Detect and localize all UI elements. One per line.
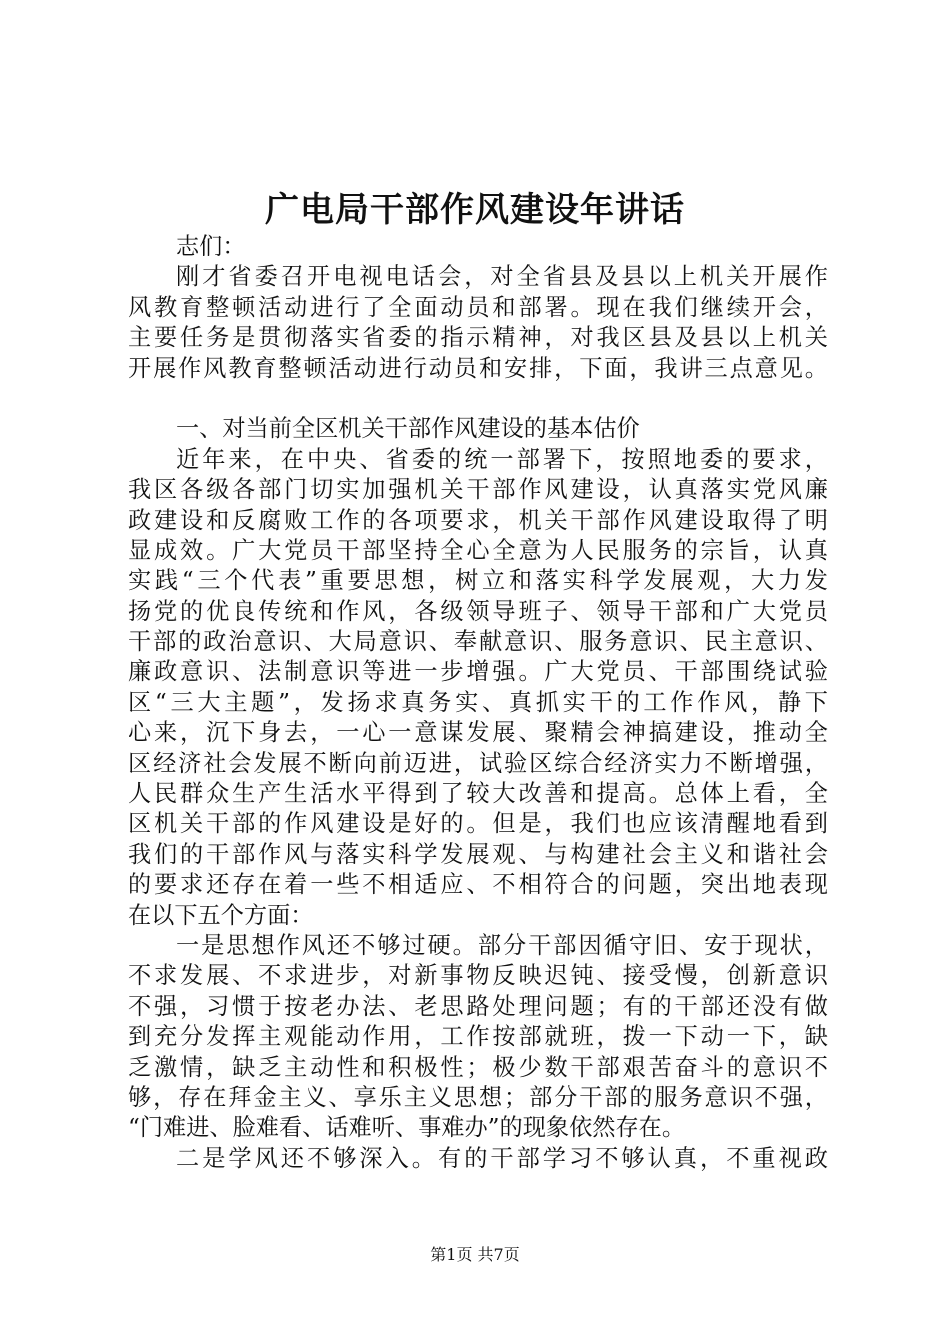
text-line: 区机关干部的作风建设是好的。但是，我们也应该清醒地看到 (128, 810, 828, 838)
text-line: 主要任务是贯彻落实省委的指示精神，对我区县及县以上机关 (128, 324, 828, 352)
text-line: 二是学风还不够深入。有的干部学习不够认真，不重视政 (176, 1144, 828, 1172)
text-line: 近年来，在中央、省委的统一部署下，按照地委的要求， (176, 445, 828, 473)
text-line: 廉政意识、法制意识等进一步增强。广大党员、干部围绕试验 (128, 658, 828, 686)
text-line: 开展作风教育整顿活动进行动员和安排，下面，我讲三点意见。 (128, 354, 828, 382)
text-line: “门难进、脸难看、话难听、事难办”的现象依然存在。 (128, 1114, 686, 1142)
text-line: 我们的干部作风与落实科学发展观、与构建社会主义和谐社会 (128, 840, 828, 868)
text-line: 心来，沉下身去，一心一意谋发展、聚精会神搞建设，推动全 (128, 719, 828, 747)
section-heading: 一、对当前全区机关干部作风建设的基本估价 (176, 415, 640, 443)
text-line: 风教育整顿活动进行了全面动员和部署。现在我们继续开会， (128, 293, 828, 321)
text-line: 的要求还存在着一些不相适应、不相符合的问题，突出地表现 (128, 871, 828, 899)
text-line: 政建设和反腐败工作的各项要求，机关干部作风建设取得了明 (128, 506, 828, 534)
text-line: 不强，习惯于按老办法、老思路处理问题；有的干部还没有做 (128, 992, 828, 1020)
text-line: 一是思想作风还不够过硬。部分干部因循守旧、安于现状， (176, 931, 828, 959)
paragraph-gap (128, 384, 828, 414)
text-line: 乏激情，缺乏主动性和积极性；极少数干部艰苦奋斗的意识不 (128, 1053, 828, 1081)
document-title: 广电局干部作风建设年讲话 (265, 190, 685, 230)
text-line: 扬党的优良传统和作风，各级领导班子、领导干部和广大党员 (128, 597, 828, 625)
page-footer: 第1页 共7页 (430, 1245, 520, 1264)
salutation: 志们： (176, 233, 246, 260)
text-line: 到充分发挥主观能动作用，工作按部就班，拨一下动一下，缺 (128, 1023, 828, 1051)
text-line: 实践“三个代表”重要思想，树立和落实科学发展观，大力发 (128, 567, 828, 595)
text-line: 区经济社会发展不断向前迈进，试验区综合经济实力不断增强， (128, 749, 828, 777)
text-line: 区“三大主题”，发扬求真务实、真抓实干的工作作风，静下 (128, 688, 828, 716)
document-body (128, 232, 828, 1174)
text-line: 够，存在拜金主义、享乐主义思想；部分干部的服务意识不强， (128, 1083, 828, 1111)
text-line: 显成效。广大党员干部坚持全心全意为人民服务的宗旨，认真 (128, 536, 828, 564)
text-line: 我区各级各部门切实加强机关干部作风建设，认真落实党风廉 (128, 476, 828, 504)
text-line: 不求发展、不求进步，对新事物反映迟钝、接受慢，创新意识 (128, 962, 828, 990)
text-line: 人民群众生产生活水平得到了较大改善和提高。总体上看，全 (128, 780, 828, 808)
text-line: 刚才省委召开电视电话会，对全省县及县以上机关开展作 (176, 263, 828, 291)
text-line: 在以下五个方面： (128, 901, 314, 929)
text-line: 干部的政治意识、大局意识、奉献意识、服务意识、民主意识、 (128, 628, 828, 656)
